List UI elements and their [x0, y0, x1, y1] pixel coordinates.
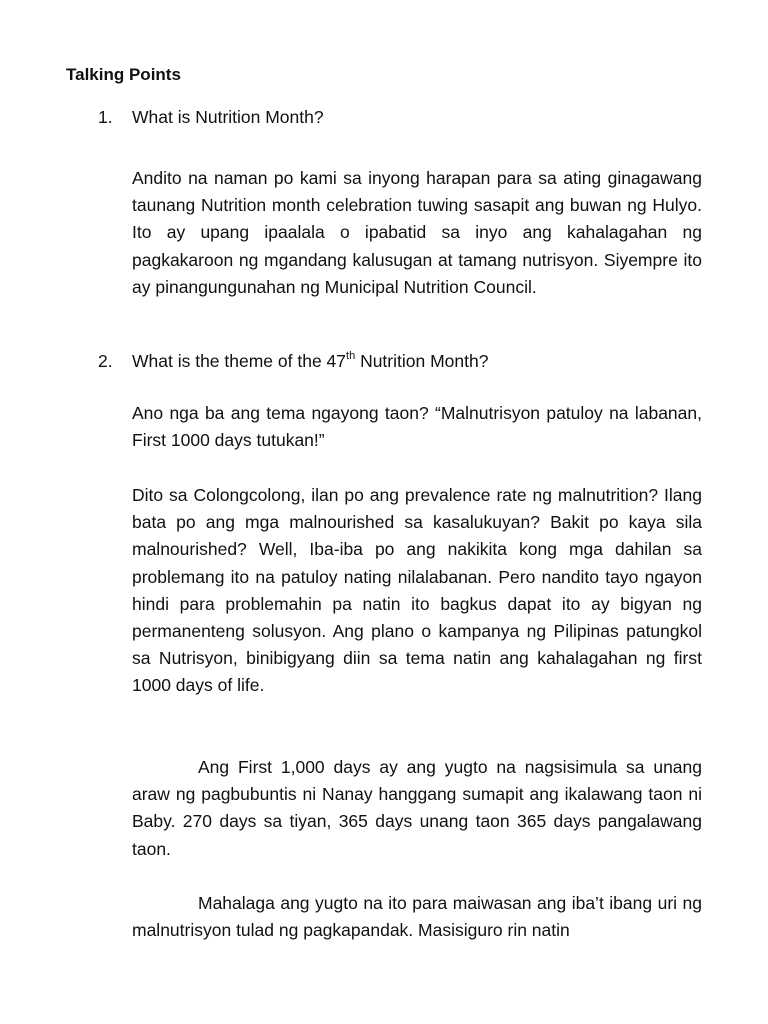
answer-2-paragraph-1: Ano nga ba ang tema ngayong taon? “Malnutrisyon patuloy na labanan, First 1000 days tutukan!” — [132, 403, 702, 451]
question-2-superscript: th — [346, 350, 356, 363]
document-title: Talking Points — [66, 65, 181, 84]
answer-2-paragraph-2: Dito sa Colongcolong, ilan po ang prevalence rate ng malnutrition? Ilang bata po ang mga malnourished sa kasalukuyan? Bakit po kaya sila malnourished? Well, Iba-iba po ang nakikita kong mga dahilan sa problemang ito na patuloy nating nilalabanan. Pero nandito tayo ngayon hindi para problemahin pa natin ito bagkus dapat ito ay bigyan ng permanenteng solusyon. Ang plano o kampanya ng Pilipinas patungkol sa Nutrisyon, binibigyang diin sa tema natin ang kahalagahan ng first 1000 days of life. — [132, 485, 702, 696]
question-1-text: What is Nutrition Month? — [132, 107, 324, 127]
answer-2-paragraph-3: Ang First 1,000 days ay ang yugto na nagsisimula sa unang araw ng pagbubuntis ni Nanay hanggang sumapit ang ikalawang taon ni Baby. 270 days sa tiyan, 365 days unang taon 365 days pangalawang taon. — [132, 757, 702, 859]
list-number-2: 2. — [98, 351, 113, 371]
answer-1-paragraph: Andito na naman po kami sa inyong harapan para sa ating ginagawang taunang Nutrition month celebration tuwing sasapit ang buwan ng Hulyo. Ito ay upang ipaalala o ipabatid sa inyo ang kahalagahan ng pagkakaroon ng mgandang kalusugan at tamang nutrisyon. Siyempre ito ay pinangungunahan ng Municipal Nutrition Council. — [132, 168, 702, 297]
list-number-1: 1. — [98, 107, 113, 127]
question-2-text — [132, 350, 488, 372]
question-2-text-after: Nutrition Month? — [355, 351, 489, 371]
question-2-text-before: What is the theme of the 47 — [132, 351, 347, 371]
answer-2-paragraph-4: Mahalaga ang yugto na ito para maiwasan ang iba’t ibang uri ng malnutrisyon tulad ng pagkapandak. Masisiguro rin natin — [132, 893, 702, 941]
